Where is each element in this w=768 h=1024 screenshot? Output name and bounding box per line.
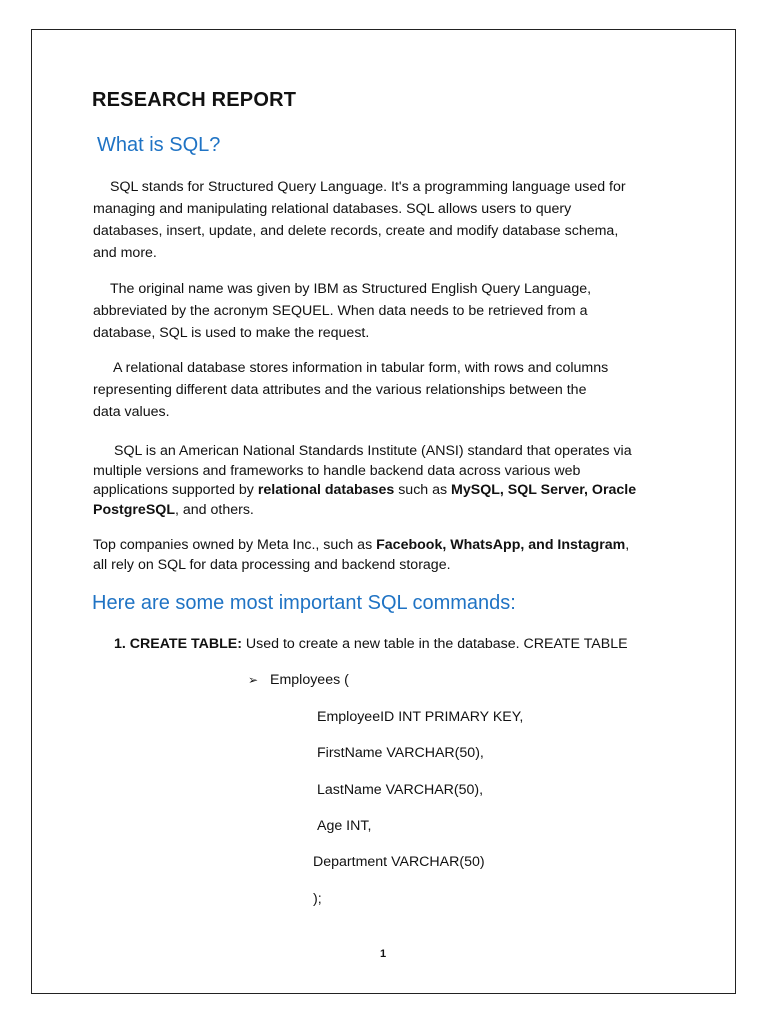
paragraph-line: The original name was given by IBM as Structured English Query Language, [110,281,592,297]
paragraph-line: databases, insert, update, and delete records, create and modify database schema, [93,223,619,239]
paragraph-line: all rely on SQL for data processing and backend storage. [93,556,451,573]
bold-text-companies: Facebook, WhatsApp, and Instagram [376,537,626,553]
document-title: RESEARCH REPORT [92,89,297,111]
command-create-table [114,636,628,652]
command-description: Used to create a new table in the database. CREATE TABLE [241,636,628,652]
paragraph-sql-definition [93,176,693,264]
paragraph-line: multiple versions and frameworks to handle backend data across various web [93,462,581,479]
paragraph-line: abbreviated by the acronym SEQUEL. When data needs to be retrieved from a [93,303,588,319]
code-bullet-row [248,672,349,688]
paragraph-ansi-standard [93,442,693,520]
text-run: Top companies owned by Meta Inc., such as [93,537,377,553]
paragraph-meta-companies [93,536,693,575]
code-line: FirstName VARCHAR(50), [317,745,484,761]
text-run: applications supported by [93,482,258,498]
bold-text-database-list: MySQL, SQL Server, Oracle [451,482,637,498]
code-line: ); [313,891,322,907]
code-line: Department VARCHAR(50) [313,854,485,870]
paragraph-line [93,501,693,521]
paragraph-line [93,481,693,501]
paragraph-line: and more. [93,245,157,261]
bold-text-relational-databases: relational databases [257,482,395,498]
page-number: 1 [380,948,387,960]
text-run: such as [394,482,452,498]
code-line: Employees ( [270,672,349,688]
paragraph-line: data values. [93,404,170,420]
section-heading-what-is-sql: What is SQL? [97,134,221,156]
paragraph-line: managing and manipulating relational databases. SQL allows users to query [93,201,572,217]
paragraph-line: A relational database stores information in tabular form, with rows and columns [113,360,609,376]
paragraph-line [93,536,693,556]
code-line: EmployeeID INT PRIMARY KEY, [317,709,524,725]
paragraph-line: SQL stands for Structured Query Language. It's a programming language used for [110,179,626,195]
code-line: LastName VARCHAR(50), [317,782,484,798]
section-heading-sql-commands: Here are some most important SQL commands: [92,592,516,614]
paragraph-line: representing different data attributes and the various relationships between the [93,382,587,398]
command-label: 1. CREATE TABLE: [114,636,242,652]
arrow-bullet-icon: ➢ [248,673,259,687]
paragraph-line: SQL is an American National Standards Institute (ANSI) standard that operates via [114,443,632,459]
paragraph-line: database, SQL is used to make the request. [93,325,370,341]
bold-text-postgresql: PostgreSQL [93,501,175,518]
paragraph-relational-database [93,357,693,423]
text-run: , and others. [175,501,254,518]
paragraph-original-name [93,278,693,344]
code-line: Age INT, [317,818,372,834]
text-run: , [625,537,630,553]
